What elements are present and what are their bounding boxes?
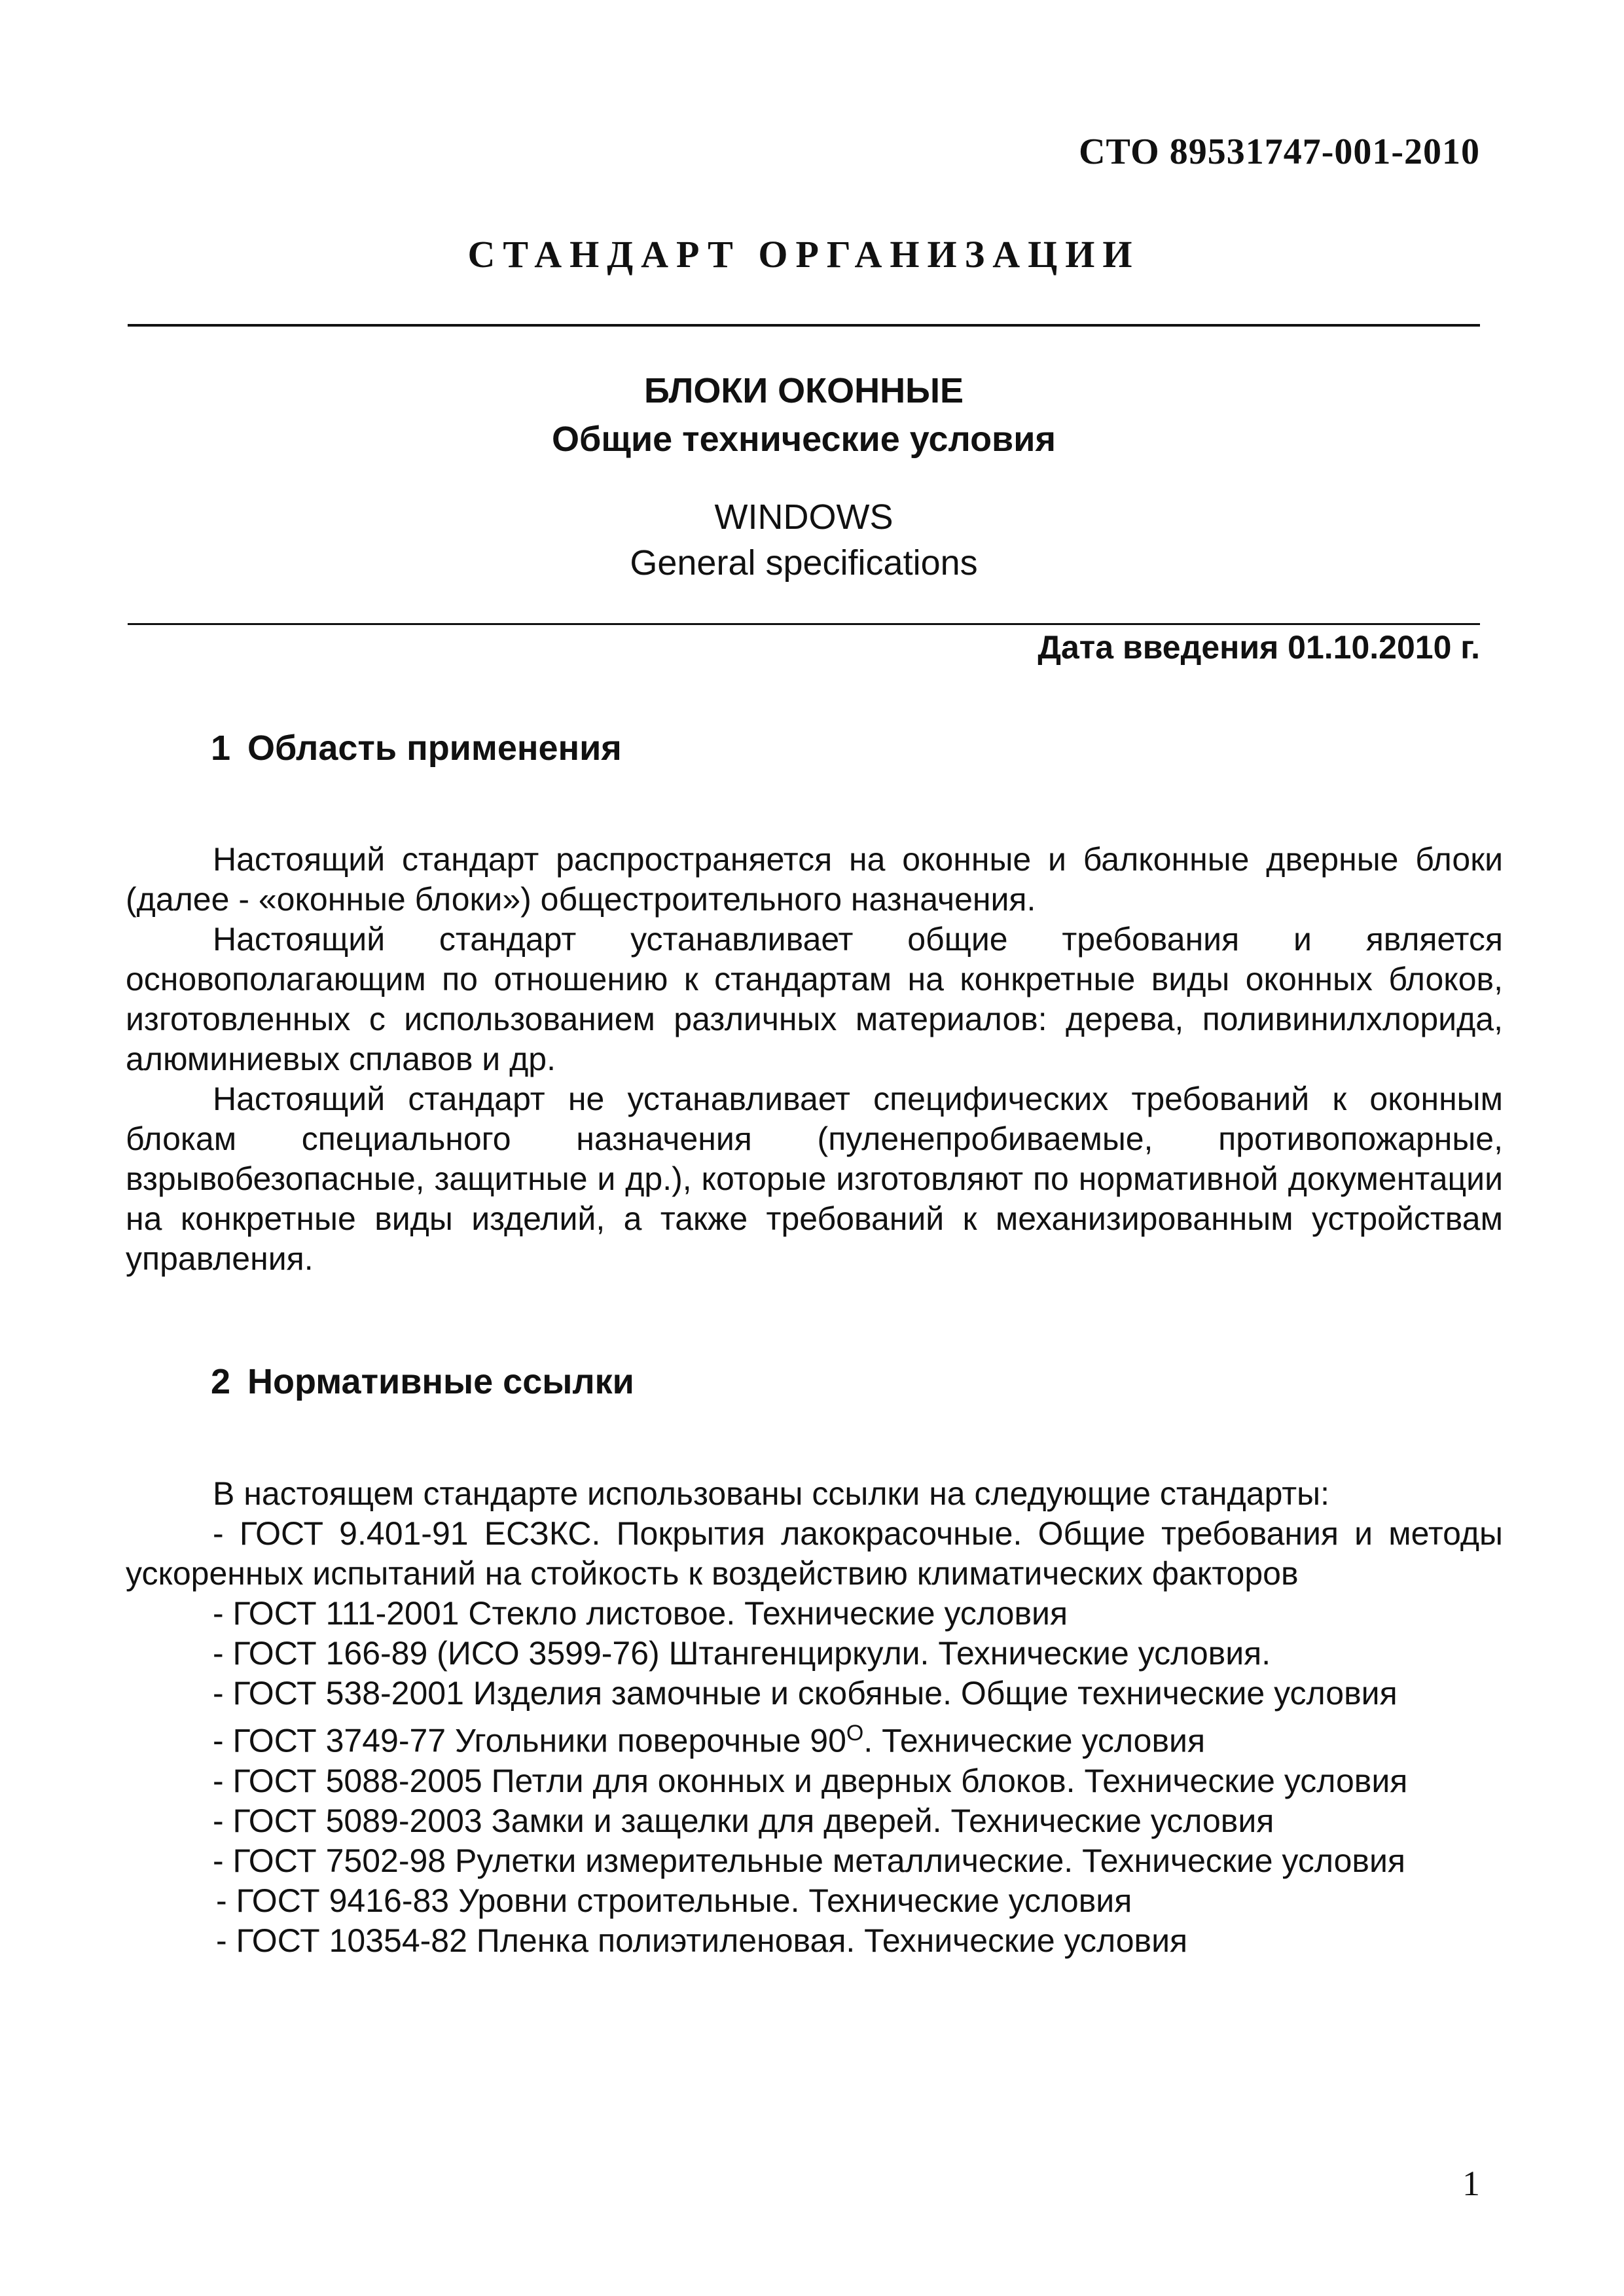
organization-standard-title: СТАНДАРТ ОРГАНИЗАЦИИ	[467, 233, 1140, 276]
reference-text-tail: . Технические условия	[863, 1722, 1206, 1759]
section-title: Область применения	[247, 728, 622, 768]
reference-item: - ГОСТ 9416-83 Уровни строительные. Технические условия	[216, 1882, 1132, 1919]
title-sub-ru: Общие технические условия	[552, 420, 1056, 459]
references-intro: В настоящем стандарте использованы ссылки на следующие стандарты:	[213, 1475, 1330, 1512]
section-title: Нормативные ссылки	[247, 1362, 634, 1401]
references-list	[126, 1514, 1503, 1961]
document-code: СТО 89531747-001-2010	[1079, 132, 1480, 172]
paragraph: Настоящий стандарт устанавливает общие требования и является основополагающим по отношению к стандартам на конкретные виды оконных блоков, изготовленных с использованием различных материалов: дерева, поливинилхлорида, алюминиевых сплавов и др.	[126, 921, 1503, 1077]
paragraph: Настоящий стандарт не устанавливает специфических требований к оконным блокам специального назначения (пуленепробиваемые, противопожарные, взрывобезопасные, защитные и др.), которые изготовляют по нормативной документации на конкретные виды изделий, а также требований к механизированным устройствам управления.	[126, 1081, 1503, 1277]
section-2-heading	[211, 1361, 634, 1402]
introduction-date: Дата введения 01.10.2010 г.	[1038, 629, 1480, 666]
reference-item: - ГОСТ 7502-98 Рулетки измерительные металлические. Технические условия	[213, 1842, 1405, 1879]
title-russian	[128, 367, 1480, 463]
reference-item	[126, 1713, 1503, 1761]
reference-item: - ГОСТ 538-2001 Изделия замочные и скобяные. Общие технические условия	[213, 1675, 1398, 1712]
reference-item: - ГОСТ 9.401-91 ЕСЗКС. Покрытия лакокрасочные. Общие требования и методы ускоренных испытаний на стойкость к воздействию климатических факторов	[126, 1515, 1503, 1592]
degree-mark: О	[846, 1721, 864, 1746]
title-english	[128, 494, 1480, 586]
reference-text: - ГОСТ 3749-77 Угольники поверочные 90	[213, 1722, 846, 1759]
title-main-en: WINDOWS	[714, 497, 893, 537]
reference-item: - ГОСТ 5088-2005 Петли для оконных и дверных блоков. Технические условия	[213, 1762, 1408, 1799]
reference-item: - ГОСТ 5089-2003 Замки и защелки для дверей. Технические условия	[213, 1802, 1274, 1839]
title-sub-en: General specifications	[630, 543, 978, 583]
section-number: 1	[211, 728, 231, 768]
section-1-body	[126, 840, 1503, 1279]
section-1-heading	[211, 728, 622, 768]
page-number: 1	[1462, 2164, 1480, 2203]
top-divider	[128, 324, 1480, 327]
bottom-divider	[128, 623, 1480, 625]
section-number: 2	[211, 1362, 231, 1401]
title-main-ru: БЛОКИ ОКОННЫЕ	[644, 371, 964, 410]
reference-item: - ГОСТ 10354-82 Пленка полиэтиленовая. Технические условия	[216, 1922, 1188, 1959]
paragraph: Настоящий стандарт распространяется на оконные и балконные дверные блоки (далее - «оконные блоки») общестроительного назначения.	[126, 841, 1503, 918]
reference-item: - ГОСТ 166-89 (ИСО 3599-76) Штангенциркули. Технические условия.	[213, 1635, 1271, 1672]
reference-item: - ГОСТ 111-2001 Стекло листовое. Технические условия	[213, 1595, 1068, 1632]
